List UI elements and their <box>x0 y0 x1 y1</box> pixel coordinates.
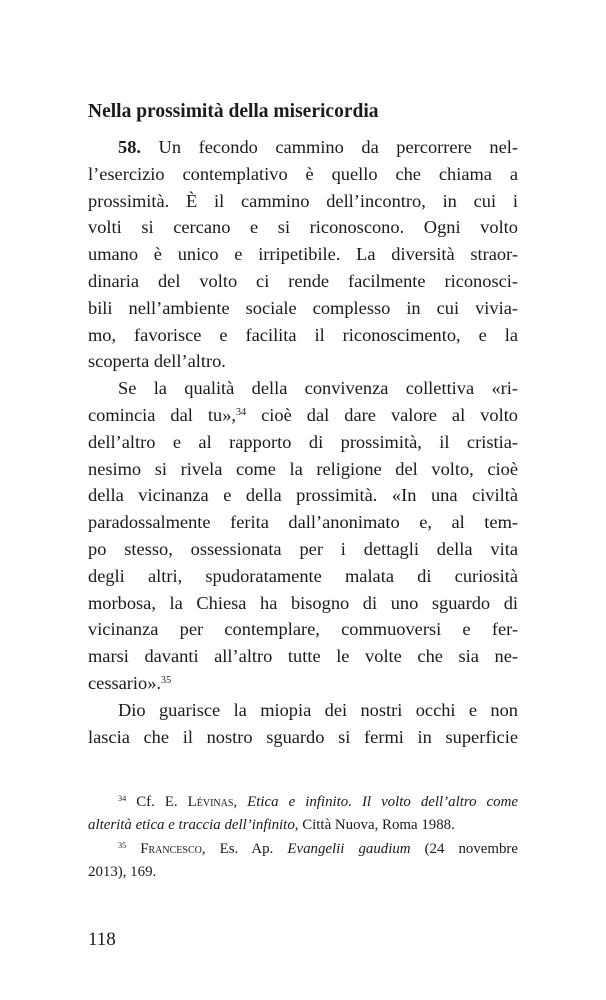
footnote-line <box>88 791 518 814</box>
text-line <box>88 348 518 375</box>
text-run: della vicinanza e della prossimità. «In una civiltà <box>88 485 518 506</box>
page-number: 118 <box>88 929 116 950</box>
text-run: Evangelii gaudium <box>287 840 411 857</box>
footnote-ref: 34 <box>236 406 247 418</box>
text-line <box>88 482 518 509</box>
text-line <box>88 643 518 670</box>
text-run: l’esercizio contemplativo è quello che chiama a <box>88 163 518 184</box>
text-run: po stesso, ossessionata per i dettagli della vita <box>88 538 518 559</box>
text-line <box>88 214 518 241</box>
text-run: mo, favorisce e facilita il riconoscimento, e la <box>88 324 518 345</box>
text-run: Etica e infinito. Il volto dell’altro come <box>247 794 518 810</box>
text-run: morbosa, la Chiesa ha bisogno di uno sguardo di <box>88 592 518 613</box>
text-line <box>88 563 518 590</box>
footnote-ref: 34 <box>118 794 127 804</box>
text-run: dell’altro e al rapporto di prossimità, il cristia- <box>88 431 518 452</box>
text-run: cessario». <box>88 672 162 693</box>
text-run: , Es. Ap. <box>201 840 288 857</box>
text-run: 58. <box>118 137 141 157</box>
text-run: Un fecondo cammino da percorrere nel- <box>141 137 518 157</box>
text-line <box>88 697 518 724</box>
text-run: prossimità. È il cammino dell’incontro, in cui i <box>88 190 518 211</box>
footnote-line <box>88 814 518 837</box>
text-run: dinaria del volto ci rende facilmente riconosci- <box>88 270 518 291</box>
text-run: bili nell’ambiente sociale complesso in cui vivia- <box>88 297 518 318</box>
text-run: Lévinas <box>187 794 234 810</box>
footnote-line <box>88 861 518 884</box>
text-run <box>126 841 140 857</box>
footnote-ref: 35 <box>118 840 127 850</box>
text-run: cioè dal dare valore al volto <box>246 404 518 425</box>
text-run: Cf. E. <box>126 794 188 810</box>
text-run: , Città Nuova, Roma 1988. <box>294 817 455 834</box>
text-run: degli altri, spudoratamente malata di curiosità <box>88 565 518 586</box>
text-line <box>88 322 518 349</box>
text-line <box>88 590 518 617</box>
text-line <box>88 509 518 536</box>
text-run: , <box>233 794 248 810</box>
section-heading: Nella prossimità della misericordia <box>88 101 379 122</box>
text-run: umano è unico e irripetibile. La diversità straor- <box>88 244 518 265</box>
text-run: paradossalmente ferita dall’anonimato e, al tem- <box>88 512 518 533</box>
footnote-line <box>88 838 518 861</box>
text-run: 2013), 169. <box>88 863 157 880</box>
text-line <box>88 616 518 643</box>
text-line <box>88 402 518 429</box>
text-run: scoperta dell’altro. <box>88 351 226 372</box>
text-line <box>88 241 518 268</box>
text-line <box>88 375 518 402</box>
text-line <box>88 268 518 295</box>
body-text <box>88 134 518 750</box>
text-run: vicinanza per contemplare, commuoversi e fer- <box>88 619 518 640</box>
text-line <box>88 188 518 215</box>
text-line <box>88 161 518 188</box>
text-run: Francesco <box>140 840 202 857</box>
text-run: marsi davanti all’altro tutte le volte che sia ne- <box>88 646 518 667</box>
text-line <box>88 670 518 697</box>
text-run: comincia dal tu», <box>88 404 237 425</box>
footnote-ref: 35 <box>161 674 172 686</box>
text-run: volti si cercano e si riconoscono. Ogni volto <box>88 217 518 238</box>
text-run: lascia che il nostro sguardo si fermi in superficie <box>88 726 518 747</box>
text-run: (24 novembre <box>410 840 518 857</box>
text-run: Dio guarisce la miopia dei nostri occhi e non <box>118 699 518 720</box>
footnotes <box>88 791 518 884</box>
text-line <box>88 456 518 483</box>
text-line <box>88 536 518 563</box>
text-run: alterità etica e traccia dell’infinito <box>88 817 295 834</box>
text-run: Se la qualità della convivenza collettiva «ri- <box>118 378 518 399</box>
text-line <box>88 429 518 456</box>
text-line <box>88 724 518 751</box>
text-line <box>88 295 518 322</box>
text-line <box>88 134 518 161</box>
text-run: nesimo si rivela come la religione del volto, cioè <box>88 458 518 479</box>
